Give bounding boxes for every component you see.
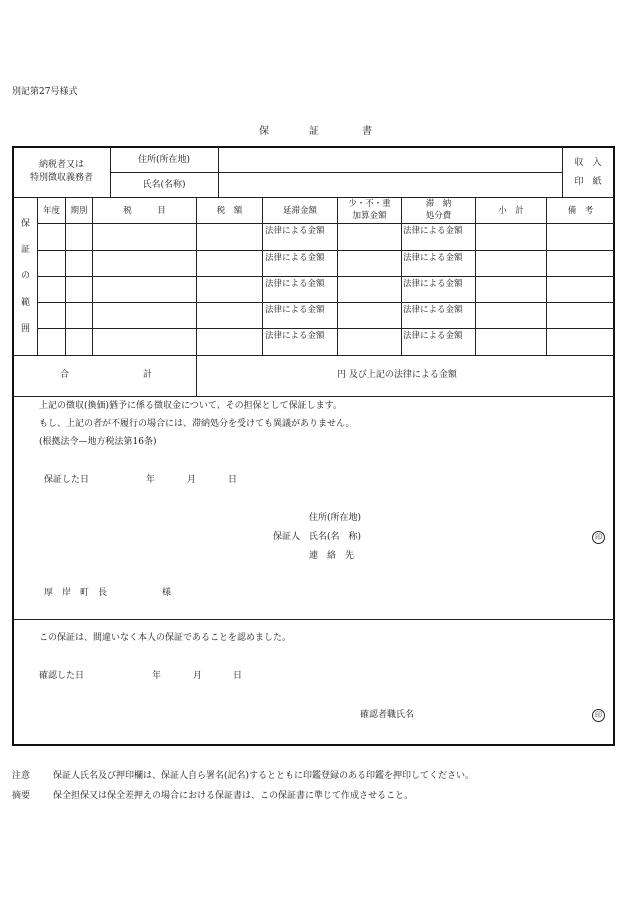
column-header-late-fee: 延滞金額 bbox=[282, 206, 317, 216]
guarantee-date-year: 年 bbox=[146, 475, 156, 485]
column-header-period: 期別 bbox=[70, 206, 88, 216]
divider bbox=[37, 276, 614, 277]
confirming-officer-label: 確認者職氏名 bbox=[360, 710, 415, 720]
column-header-collection-line2: 処分費 bbox=[425, 211, 452, 221]
statement-line3: (根拠法令—地方税法第16条) bbox=[39, 437, 157, 447]
column-header-subtotal: 小 計 bbox=[498, 206, 524, 216]
scope-label-char: 証 bbox=[20, 245, 30, 255]
total-amount-text: 円 及び上記の法律による金額 bbox=[337, 370, 457, 380]
scope-label-char: 範 bbox=[20, 298, 30, 308]
confirmation-date-year: 年 bbox=[152, 671, 162, 681]
taxpayer-label-line2: 特別徴収義務者 bbox=[29, 173, 93, 183]
guarantor-address-label: 住所(所在地) bbox=[309, 513, 362, 523]
divider bbox=[196, 197, 197, 397]
divider bbox=[37, 223, 614, 224]
title-char-1: 保 bbox=[259, 126, 269, 137]
row-late-fee: 法律による金額 bbox=[265, 226, 325, 236]
divider bbox=[37, 250, 614, 251]
form-number: 別記第27号様式 bbox=[12, 87, 78, 97]
statement-line2: もし、上記の者が不履行の場合には、滞納処分を受けても異議がありません。 bbox=[39, 419, 355, 429]
address-label: 住所(所在地) bbox=[137, 155, 191, 165]
scope-label-char: 囲 bbox=[20, 324, 30, 334]
column-header-year: 年度 bbox=[42, 206, 60, 216]
name-field[interactable] bbox=[219, 173, 561, 196]
note-text: 保証人氏名及び押印欄は、保証人自ら署名(記名)するとともに印鑑登録のある印鑑を押印してください。 bbox=[53, 771, 475, 781]
row-late-fee: 法律による金額 bbox=[265, 279, 325, 289]
column-header-collection-line1: 滞 納 bbox=[425, 199, 452, 209]
addressee-honorific: 様 bbox=[162, 588, 172, 598]
row-collection-fee: 法律による金額 bbox=[403, 253, 463, 263]
guarantor-seal-icon: 印 bbox=[592, 531, 605, 544]
confirmation-date-month: 月 bbox=[193, 671, 203, 681]
divider bbox=[13, 197, 614, 198]
column-header-penalty-line1: 少・不・重 bbox=[348, 199, 391, 209]
row-collection-fee: 法律による金額 bbox=[403, 331, 463, 341]
total-label-right: 計 bbox=[143, 370, 153, 380]
confirmation-date-label: 確認した日 bbox=[39, 671, 85, 681]
column-header-remarks: 備 考 bbox=[567, 206, 594, 216]
address-field[interactable] bbox=[219, 148, 561, 171]
scope-label-char: の bbox=[20, 271, 30, 281]
name-label: 氏名(名称) bbox=[142, 180, 186, 190]
row-collection-fee: 法律による金額 bbox=[403, 279, 463, 289]
row-collection-fee: 法律による金額 bbox=[403, 305, 463, 315]
divider bbox=[13, 396, 614, 397]
column-header-tax-amount: 税 額 bbox=[216, 206, 243, 216]
guarantor-name-label: 氏名(名 称) bbox=[309, 532, 362, 542]
taxpayer-label-line1: 納税者又は bbox=[38, 160, 84, 170]
confirmation-date-day: 日 bbox=[233, 671, 243, 681]
guarantee-date-day: 日 bbox=[228, 475, 238, 485]
row-late-fee: 法律による金額 bbox=[265, 331, 325, 341]
revenue-stamp-line1: 収 入 bbox=[574, 158, 602, 168]
guarantee-date-month: 月 bbox=[187, 475, 197, 485]
guarantor-contact-label: 連 絡 先 bbox=[309, 551, 355, 561]
note-label: 注意 bbox=[12, 771, 31, 781]
summary-text: 保全担保又は保全差押えの場合における保証書は、この保証書に準じて作成させること。 bbox=[53, 791, 414, 801]
divider bbox=[562, 147, 563, 197]
row-late-fee: 法律による金額 bbox=[265, 253, 325, 263]
revenue-stamp-line2: 印 紙 bbox=[574, 177, 602, 187]
total-label-left: 合 bbox=[60, 370, 70, 380]
addressee-name: 厚 岸 町 長 bbox=[44, 588, 108, 598]
title-char-3: 書 bbox=[362, 126, 372, 137]
scope-label-char: 保 bbox=[20, 219, 30, 229]
statement-line1: 上記の徴収(換価)猶予に係る徴収金について、その担保として保証します。 bbox=[39, 401, 342, 411]
row-collection-fee: 法律による金額 bbox=[403, 226, 463, 236]
officer-seal-icon: 印 bbox=[592, 709, 605, 722]
summary-label: 摘要 bbox=[12, 791, 31, 801]
row-late-fee: 法律による金額 bbox=[265, 305, 325, 315]
title-char-2: 証 bbox=[309, 126, 319, 137]
column-header-penalty-line2: 加算金額 bbox=[352, 211, 387, 221]
divider bbox=[37, 302, 614, 303]
divider bbox=[37, 328, 614, 329]
guarantee-date-label: 保証した日 bbox=[44, 475, 90, 485]
divider bbox=[13, 619, 614, 620]
confirmation-statement: この保証は、間違いなく本人の保証であることを認めました。 bbox=[39, 633, 292, 643]
column-header-tax-item: 税 目 bbox=[123, 206, 166, 216]
guarantor-prefix: 保証人 bbox=[273, 532, 301, 542]
divider bbox=[13, 355, 614, 356]
